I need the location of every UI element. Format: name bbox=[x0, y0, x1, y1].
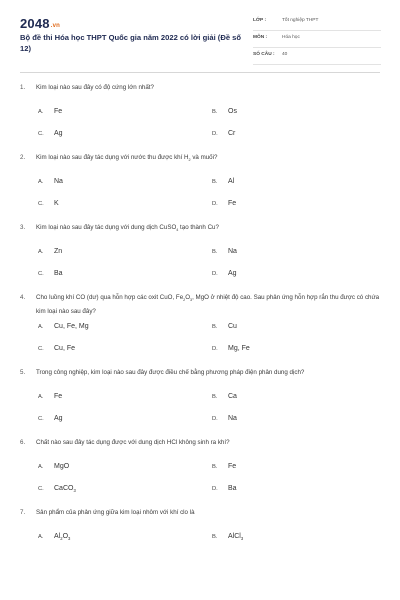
question-number: 7. bbox=[20, 509, 26, 516]
answer-option[interactable] bbox=[38, 200, 59, 207]
option-text: Cu, Fe, Mg bbox=[54, 323, 89, 330]
option-letter: A. bbox=[38, 179, 44, 185]
question-body: Kim loại nào sau đây tác dụng với nước thu được khí $H_2$ và muối? bbox=[36, 154, 218, 162]
meta-row-count bbox=[253, 50, 381, 65]
option-letter: D. bbox=[212, 486, 218, 492]
exam-header bbox=[20, 16, 382, 72]
option-letter: B. bbox=[212, 179, 218, 185]
option-letter: B. bbox=[212, 109, 218, 115]
answer-option[interactable] bbox=[38, 393, 62, 400]
answer-option[interactable] bbox=[38, 463, 69, 470]
option-text: K bbox=[54, 200, 59, 207]
question-number: 4. bbox=[20, 294, 26, 301]
option-letter: C. bbox=[38, 416, 44, 422]
question-item bbox=[20, 431, 384, 501]
option-text: Os bbox=[228, 108, 237, 115]
answer-option[interactable] bbox=[212, 248, 237, 255]
exam-meta bbox=[253, 16, 381, 67]
logo-tld: .vn bbox=[50, 23, 61, 29]
answer-option[interactable] bbox=[212, 463, 236, 470]
question-number: 6. bbox=[20, 439, 26, 446]
option-text: Cu, Fe bbox=[54, 345, 76, 352]
question-text bbox=[20, 216, 384, 242]
question-text bbox=[20, 146, 384, 172]
option-text: Mg, Fe bbox=[228, 345, 250, 352]
meta-label: MÔN : bbox=[253, 35, 268, 40]
site-logo[interactable] bbox=[20, 16, 60, 31]
option-letter: D. bbox=[212, 416, 218, 422]
option-letter: B. bbox=[212, 534, 218, 540]
option-text: Ag bbox=[54, 415, 63, 422]
option-text: Fe bbox=[228, 463, 237, 470]
logo-text: 2048 bbox=[20, 16, 50, 31]
option-text: Fe bbox=[54, 108, 63, 115]
option-text: Ag bbox=[228, 270, 237, 277]
question-text bbox=[20, 501, 384, 527]
option-letter: C. bbox=[38, 346, 44, 352]
option-text: Zn bbox=[54, 248, 63, 255]
header-divider bbox=[20, 72, 380, 73]
option-letter: B. bbox=[212, 249, 218, 255]
answer-option[interactable] bbox=[38, 533, 70, 541]
option-letter: C. bbox=[38, 271, 44, 277]
option-text: Cu bbox=[228, 323, 237, 330]
question-number: 2. bbox=[20, 154, 26, 161]
option-text: Ba bbox=[228, 485, 237, 492]
question-text bbox=[20, 361, 384, 387]
option-letter: A. bbox=[38, 109, 44, 115]
meta-row-class bbox=[253, 16, 381, 31]
option-letter: A. bbox=[38, 249, 44, 255]
answer-option[interactable] bbox=[212, 270, 237, 277]
answer-option[interactable] bbox=[212, 323, 237, 330]
option-letter: B. bbox=[212, 324, 218, 330]
option-letter: C. bbox=[38, 201, 44, 207]
answer-options bbox=[20, 242, 384, 286]
option-text: Al bbox=[228, 178, 235, 185]
option-letter: D. bbox=[212, 201, 218, 207]
option-text: Cr bbox=[228, 130, 236, 137]
answer-option[interactable] bbox=[38, 108, 62, 115]
question-body: Cho luồng khí CO (dư) qua hỗn hợp các oxit CuO, $Fe_2O_3$, MgO ở nhiệt độ cao. Sau phản ứng hỗn hợp rắn thu được có chứa kim loại nào sau đây? bbox=[36, 294, 380, 315]
option-text: $Al_2O_3$ bbox=[54, 533, 71, 541]
answer-options bbox=[20, 387, 384, 431]
meta-value: 40 bbox=[282, 52, 288, 57]
answer-option[interactable] bbox=[212, 200, 236, 207]
option-text: CaCO$_3$ bbox=[54, 485, 76, 493]
answer-options bbox=[20, 317, 384, 361]
meta-label: LỚP : bbox=[253, 18, 267, 23]
option-text: Ba bbox=[54, 270, 63, 277]
answer-option[interactable] bbox=[212, 345, 250, 352]
question-body: Trong công nghiệp, kim loại nào sau đây được điều chế bằng phương pháp điện phân dung dịch? bbox=[36, 369, 305, 376]
answer-option[interactable] bbox=[38, 415, 63, 422]
question-body: Kim loại nào sau đây có độ cứng lớn nhất? bbox=[36, 84, 154, 91]
answer-options bbox=[20, 527, 384, 549]
option-text: Fe bbox=[54, 393, 63, 400]
meta-value: Hóa học bbox=[282, 35, 300, 40]
option-text: AlCl$_3$ bbox=[228, 533, 244, 541]
question-body: Chất nào sau đây tác dụng được với dung dịch HCl không sinh ra khí? bbox=[36, 439, 230, 446]
option-letter: C. bbox=[38, 131, 44, 137]
answer-option[interactable] bbox=[38, 248, 62, 255]
answer-option[interactable] bbox=[38, 130, 63, 137]
question-number: 5. bbox=[20, 369, 26, 376]
question-item bbox=[20, 146, 384, 216]
meta-label: SỐ CÂU : bbox=[253, 52, 275, 57]
option-text: Ca bbox=[228, 393, 237, 400]
answer-option[interactable] bbox=[212, 108, 237, 115]
question-number: 1. bbox=[20, 84, 26, 91]
question-text bbox=[20, 286, 384, 317]
question-body: Kim loại nào sau đây tác dụng với dung dịch CuSO$_4$ tạo thành Cu? bbox=[36, 224, 219, 232]
question-body: Sản phẩm của phản ứng giữa kim loại nhôm với khí clo là bbox=[36, 509, 195, 516]
question-text bbox=[20, 76, 384, 102]
page-title: Bộ đề thi Hóa học THPT Quốc gia năm 2022 có lời giải (Đề số 12) bbox=[20, 33, 242, 53]
option-letter: B. bbox=[212, 394, 218, 400]
option-letter: A. bbox=[38, 534, 44, 540]
question-item bbox=[20, 76, 384, 146]
question-item bbox=[20, 501, 384, 549]
meta-row-subject bbox=[253, 33, 381, 48]
option-text: Na bbox=[228, 248, 237, 255]
option-letter: B. bbox=[212, 464, 218, 470]
option-text: MgO bbox=[54, 463, 70, 470]
option-letter: D. bbox=[212, 271, 218, 277]
answer-option[interactable] bbox=[38, 178, 63, 185]
answer-options bbox=[20, 457, 384, 501]
question-list bbox=[20, 76, 384, 549]
answer-option[interactable] bbox=[38, 270, 63, 277]
answer-option[interactable] bbox=[212, 130, 235, 137]
option-letter: A. bbox=[38, 324, 44, 330]
question-number: 3. bbox=[20, 224, 26, 231]
answer-option[interactable] bbox=[212, 415, 237, 422]
answer-options bbox=[20, 102, 384, 146]
option-letter: C. bbox=[38, 486, 44, 492]
option-text: Na bbox=[54, 178, 63, 185]
answer-option[interactable] bbox=[38, 345, 75, 352]
answer-options bbox=[20, 172, 384, 216]
option-letter: D. bbox=[212, 131, 218, 137]
answer-option[interactable] bbox=[212, 485, 237, 492]
option-text: Fe bbox=[228, 200, 237, 207]
question-item bbox=[20, 216, 384, 286]
answer-option[interactable] bbox=[212, 393, 237, 400]
option-letter: D. bbox=[212, 346, 218, 352]
question-item bbox=[20, 361, 384, 431]
option-letter: A. bbox=[38, 394, 44, 400]
question-text bbox=[20, 431, 384, 457]
answer-option[interactable] bbox=[38, 323, 89, 330]
meta-value: Tốt nghiệp THPT bbox=[282, 18, 319, 23]
question-item bbox=[20, 286, 384, 361]
answer-option[interactable] bbox=[212, 533, 243, 541]
option-text: Na bbox=[228, 415, 237, 422]
option-letter: A. bbox=[38, 464, 44, 470]
answer-option[interactable] bbox=[38, 485, 76, 493]
option-text: Ag bbox=[54, 130, 63, 137]
answer-option[interactable] bbox=[212, 178, 234, 185]
